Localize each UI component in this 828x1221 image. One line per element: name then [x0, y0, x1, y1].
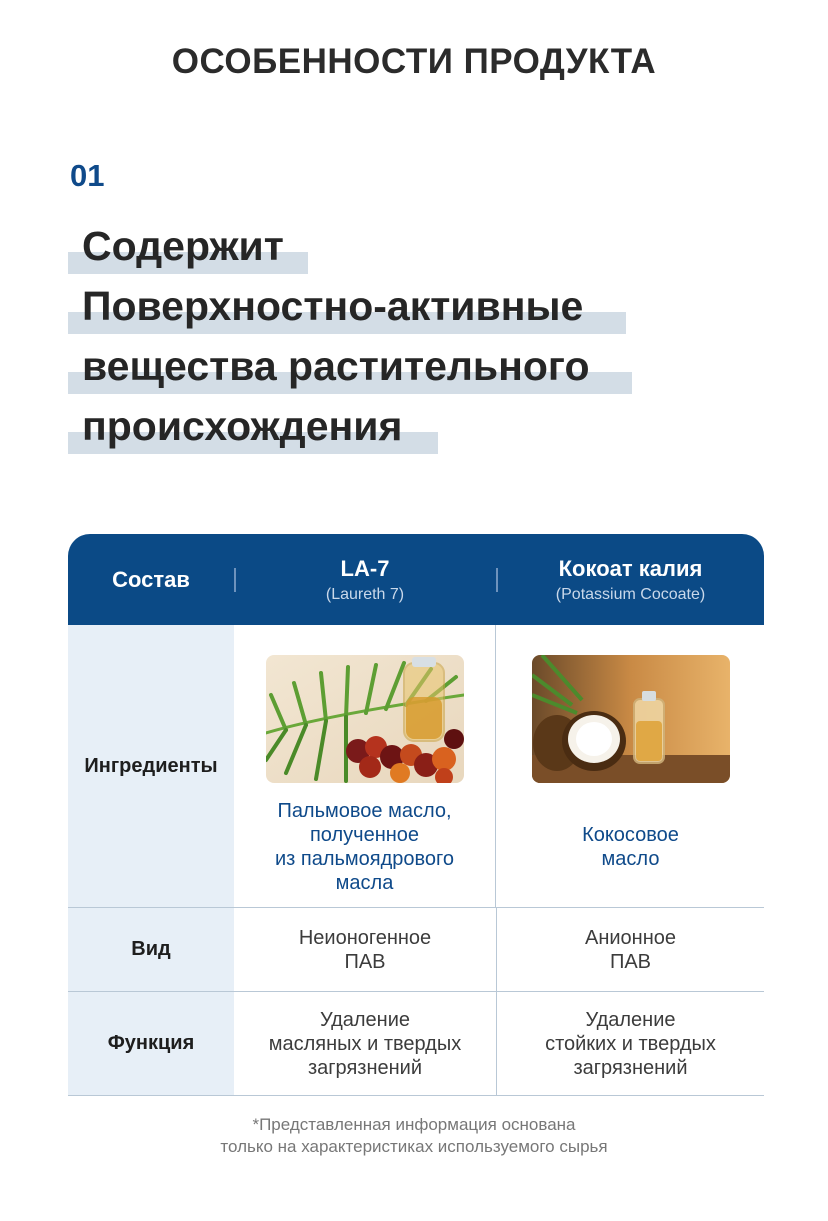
row-label: Функция [68, 992, 234, 1095]
function-cocoate-1: Удаление [585, 1008, 676, 1031]
type-cocoate-2: ПАВ [609, 950, 652, 973]
table-row-function [68, 992, 764, 1096]
palm-oil-text-1: Пальмовое масло, [277, 800, 452, 822]
function-la7-3: загрязнений [307, 1056, 423, 1079]
section-number: 01 [70, 158, 105, 193]
footnote [0, 1114, 828, 1158]
row-label: Ингредиенты [68, 625, 234, 907]
function-cocoate-3: загрязнений [573, 1056, 688, 1079]
palm-oil-text-4: масла [335, 872, 394, 894]
header-potassium-cocoate: Кокоат калия [558, 555, 703, 581]
palm-oil-image [266, 655, 464, 783]
type-la7-2: ПАВ [344, 950, 386, 973]
coconut-oil-text-2: масло [601, 848, 660, 870]
headline [68, 220, 590, 460]
table-row-ingredients [68, 625, 764, 908]
palm-oil-text-3: из пальмоядрового [274, 848, 455, 870]
header-potassium-cocoate-sub: (Potassium Cocoate) [555, 585, 706, 603]
header-la7: LA-7 [340, 555, 390, 581]
table-row-type [68, 908, 764, 992]
headline-line-2: Поверхностно-активные [82, 283, 584, 329]
coconut-oil-image [532, 655, 730, 783]
table-header [68, 534, 764, 625]
headline-line-1: Содержит [82, 223, 284, 269]
footnote-line-1: *Представленная информация основана [252, 1115, 576, 1134]
coconut-oil-text-1: Кокосовое [582, 824, 679, 846]
footnote-line-2: только на характеристиках используемого сырья [220, 1137, 608, 1156]
header-la7-sub: (Laureth 7) [325, 585, 405, 603]
function-la7-1: Удаление [319, 1008, 411, 1031]
header-composition: Состав [112, 566, 190, 592]
row-label: Вид [68, 908, 234, 991]
type-la7-1: Неионогенное [298, 926, 432, 949]
headline-line-4: происхождения [82, 403, 403, 449]
headline-line-3: вещества растительного [82, 343, 590, 389]
palm-oil-text-2: полученное [309, 824, 420, 846]
page-title: ОСОБЕННОСТИ ПРОДУКТА [171, 42, 657, 81]
function-cocoate-2: стойких и твердых [545, 1032, 716, 1055]
function-la7-2: масляных и твердых [268, 1032, 462, 1055]
comparison-table [68, 534, 764, 1096]
type-cocoate-1: Анионное [584, 926, 676, 949]
